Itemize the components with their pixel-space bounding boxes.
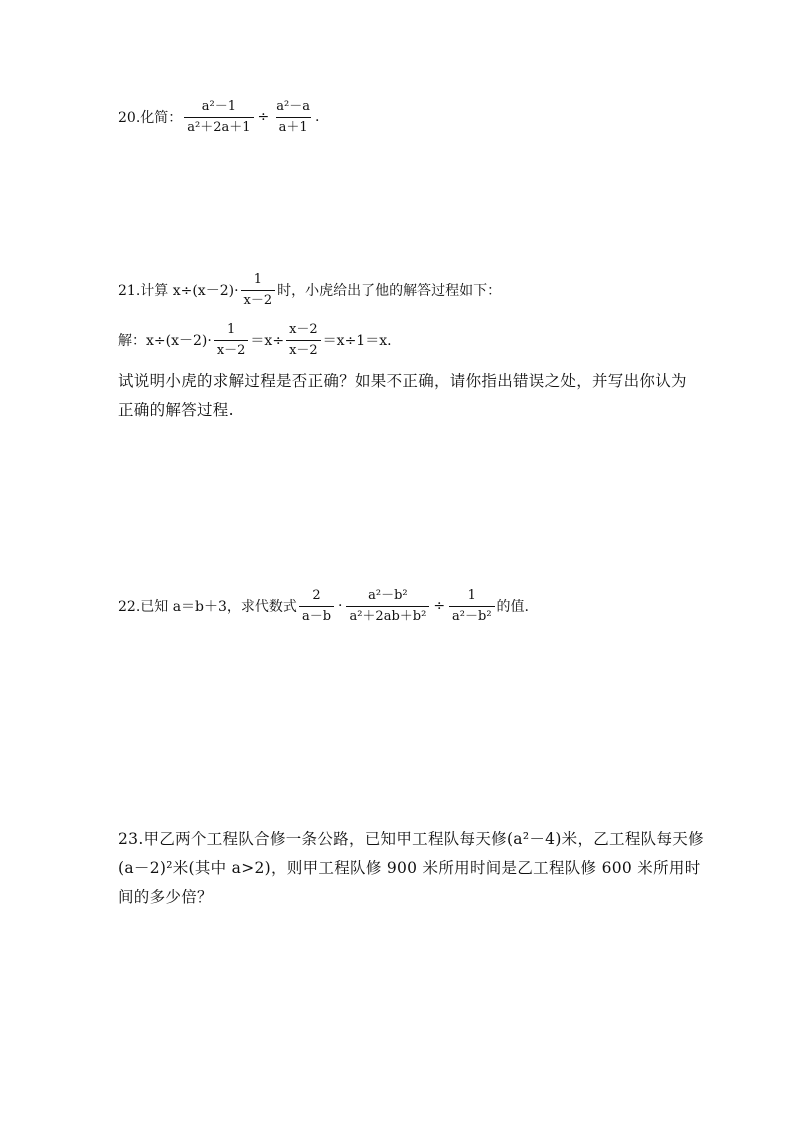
q21-solution-fraction-2-denominator: x－2 — [286, 340, 321, 359]
q20-fraction-1-denominator: a²＋2a＋1 — [184, 117, 253, 136]
q22-suffix: 的值. — [496, 599, 529, 615]
q21-solution-fraction-2 — [286, 322, 321, 359]
q21-question-text: 试说明小虎的求解过程是否正确？如果不正确，请你指出错误之处，并写出你认为正确的解答过程. — [118, 372, 687, 419]
q20-fraction-1 — [184, 99, 253, 136]
q20-suffix: . — [314, 109, 320, 125]
q21-solution-fraction-1-denominator: x－2 — [214, 340, 249, 359]
q21-solution-prefix: 解：x÷(x－2)· — [118, 333, 212, 349]
question-23: 23.甲乙两个工程队合修一条公路，已知甲工程队每天修(a²－4)米，乙工程队每天修(a－2)²米(其中 a>2)，则甲工程队修 900 米所用时间是乙工程队修 600 米所用时间的多少倍？ — [118, 830, 704, 906]
q21-solution-suffix: ＝x÷1＝x. — [322, 333, 392, 349]
q21-suffix: 时，小虎给出了他的解答过程如下： — [277, 283, 502, 299]
q21-fraction-denominator: x－2 — [241, 290, 276, 309]
q22-fraction-3 — [449, 588, 495, 625]
q22-multiply-dot: · — [338, 598, 343, 614]
q21-solution-fraction-2-numerator: x－2 — [289, 321, 318, 337]
q22-fraction-3-denominator: a²－b² — [449, 606, 495, 625]
q22-fraction-2-numerator: a²－b² — [368, 587, 408, 603]
q22-fraction-2 — [346, 588, 429, 625]
q21-fraction — [241, 272, 276, 309]
q20-fraction-1-numerator: a²－1 — [201, 98, 237, 114]
q22-fraction-1-denominator: a－b — [299, 606, 334, 625]
q20-fraction-2-numerator: a²－a — [276, 98, 310, 114]
q21-solution-line — [118, 320, 392, 360]
question-20 — [118, 97, 319, 137]
q22-fraction-1-numerator: 2 — [312, 587, 321, 603]
q20-fraction-2 — [273, 99, 313, 136]
q21-solution-fraction-1-numerator: 1 — [226, 321, 236, 337]
q20-divide-sign: ÷ — [257, 109, 270, 125]
q22-fraction-3-numerator: 1 — [467, 587, 476, 603]
q22-divide-sign: ÷ — [433, 598, 446, 614]
q21-solution-middle: ＝x÷ — [250, 333, 285, 349]
q20-fraction-2-denominator: a＋1 — [276, 117, 311, 136]
q21-prefix: 21.计算 x÷(x－2)· — [118, 283, 239, 299]
question-21 — [118, 270, 501, 310]
q20-prefix: 20.化简： — [118, 110, 183, 126]
q22-fraction-2-denominator: a²＋2ab＋b² — [346, 606, 429, 625]
q22-fraction-1 — [299, 588, 334, 625]
q22-prefix: 22.已知 a＝b＋3，求代数式 — [118, 599, 297, 615]
q21-solution-fraction-1 — [214, 322, 249, 359]
q21-fraction-numerator: 1 — [253, 271, 262, 287]
question-22 — [118, 586, 529, 626]
